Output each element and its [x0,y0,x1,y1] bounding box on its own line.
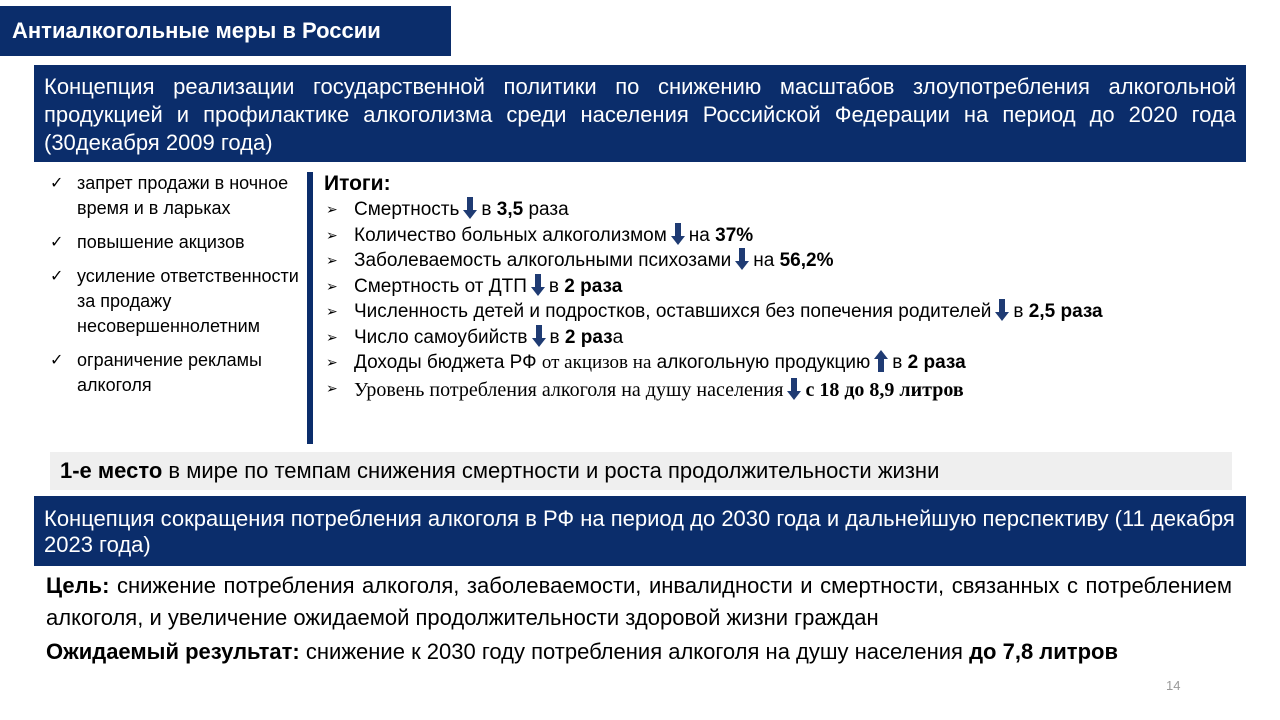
arrow-down-icon [787,378,801,400]
arrow-bullet-icon: ➢ [326,252,338,268]
checkmark-icon: ✓ [50,352,64,369]
arrow-bullet-icon: ➢ [326,201,338,217]
results-heading: Итоги: [324,172,391,195]
concept-2020-banner: Концепция реализации государственной политики по снижению масштабов злоупотребления алкогольной продукцией и профилактике алкоголизма среди населения Российской Федерации на период до 2020 года (30декабря 2009 года) [34,65,1246,162]
arrow-bullet-icon: ➢ [326,328,338,345]
page-number: 14 [1166,678,1181,693]
arrow-down-icon [532,325,546,347]
first-place-highlight: 1-е место в мире по темпам снижения смертности и роста продолжительности жизни [50,452,1232,490]
list-item: ✓ усиление ответственности за продажу несовершеннолетним [50,266,299,336]
arrow-down-icon [463,197,477,219]
slide-title: Антиалкогольные меры в России [0,6,451,56]
measures-list [46,171,306,407]
arrow-down-icon [735,248,749,270]
arrow-down-icon [995,299,1009,321]
results-list [324,197,1224,404]
list-item: ➢ Количество больных алкоголизмом на 37% [324,223,1224,249]
checkmark-icon: ✓ [50,175,64,192]
arrow-down-icon [531,274,545,296]
arrow-bullet-icon: ➢ [326,303,338,319]
list-item: ➢ Доходы бюджета РФ от акцизов на алкогольную продукцию в 2 раза [324,350,1224,376]
results-section [324,171,1224,404]
arrow-bullet-icon: ➢ [326,381,338,397]
list-item: ✓ запрет продажи в ночное время и в ларьках [50,173,289,218]
list-item: ✓ повышение акцизов [46,230,306,255]
arrow-down-icon [671,223,685,245]
arrow-bullet-icon: ➢ [326,277,338,294]
arrow-bullet-icon: ➢ [326,354,338,370]
goal-paragraph: Цель: снижение потребления алкоголя, заболеваемости, инвалидности и смертности, связанных с потреблением алкоголя, и увеличение ожидаемой продолжительности здоровой жизни граждан [46,573,1232,630]
arrow-up-icon [874,350,888,372]
expected-result-paragraph: Ожидаемый результат: снижение к 2030 году потребления алкоголя на душу населения до 7,8 литров [46,639,1118,664]
list-item: ➢ Смертность в 3,5 раза [324,197,1224,223]
arrow-bullet-icon: ➢ [326,226,338,243]
checkmark-icon: ✓ [50,268,64,285]
list-item: ➢ Уровень потребления алкоголя на душу населения с 18 до 8,9 литров [324,376,1224,404]
concept-2030-banner: Концепция сокращения потребления алкоголя в РФ на период до 2030 года и дальнейшую перспективу (11 декабря 2023 года) [34,496,1246,566]
list-item: ➢ Численность детей и подростков, оставшихся без попечения родителей в 2,5 раза [324,299,1224,325]
list-item: ➢ Число самоубийств в 2 раза [324,325,1224,351]
list-item: ➢ Заболеваемость алкогольными психозами на 56,2% [324,248,1224,274]
list-item: ✓ ограничение рекламы алкоголя [50,350,262,395]
divider-line [307,172,313,444]
list-item: ➢ Смертность от ДТП в 2 раза [324,274,1224,300]
checkmark-icon: ✓ [50,234,64,251]
